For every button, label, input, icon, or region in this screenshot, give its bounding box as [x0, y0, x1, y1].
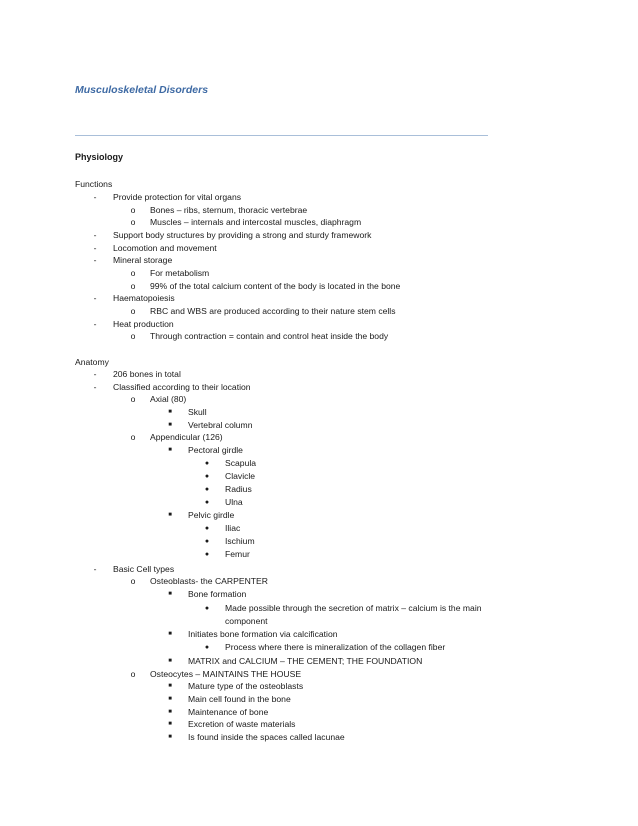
square-bullet: ■ [168, 591, 172, 597]
square-bullet: ■ [168, 709, 172, 715]
list-item: Pelvic girdle [188, 510, 235, 520]
circle-bullet: o [130, 268, 136, 278]
circle-bullet: o [130, 432, 136, 442]
square-bullet: ■ [168, 447, 172, 453]
functions-label: Functions [75, 179, 113, 189]
dot-bullet: ● [204, 473, 210, 480]
list-item: Ischium [225, 536, 255, 546]
list-item: Support body structures by providing a strong and sturdy framework [113, 230, 372, 240]
square-bullet: ■ [168, 512, 172, 518]
list-item: Axial (80) [150, 394, 187, 404]
list-item: Mature type of the osteoblasts [188, 681, 304, 691]
list-item: Appendicular (126) [150, 432, 223, 442]
dot-bullet: ● [204, 486, 210, 493]
list-item-continuation: component [225, 616, 268, 626]
document-title: Musculoskeletal Disorders [75, 84, 209, 96]
list-item: Basic Cell types [113, 564, 175, 574]
dash-bullet: - [93, 369, 97, 379]
anatomy-label: Anatomy [75, 357, 109, 367]
list-item: Is found inside the spaces called lacunae [188, 732, 345, 742]
list-item: Main cell found in the bone [188, 694, 291, 704]
list-item: 206 bones in total [113, 369, 181, 379]
list-item: MATRIX and CALCIUM – THE CEMENT; THE FOUNDATION [188, 656, 423, 666]
list-item: Process where there is mineralization of the collagen fiber [225, 642, 446, 652]
dash-bullet: - [93, 255, 97, 265]
list-item: Through contraction = contain and control heat inside the body [150, 331, 389, 341]
dot-bullet: ● [204, 605, 210, 612]
list-item: RBC and WBS are produced according to their nature stem cells [150, 306, 396, 316]
list-item: Osteocytes – MAINTAINS THE HOUSE [150, 669, 302, 679]
list-item: Bone formation [188, 589, 247, 599]
list-item: Bones – ribs, sternum, thoracic vertebrae [150, 205, 308, 215]
square-bullet: ■ [168, 721, 172, 727]
list-item: Ulna [225, 497, 243, 507]
circle-bullet: o [130, 281, 136, 291]
list-item: Skull [188, 407, 207, 417]
dot-bullet: ● [204, 525, 210, 532]
circle-bullet: o [130, 669, 136, 679]
circle-bullet: o [130, 576, 136, 586]
list-item: Clavicle [225, 471, 256, 481]
list-item: Locomotion and movement [113, 243, 217, 253]
circle-bullet: o [130, 217, 136, 227]
list-item: Femur [225, 549, 250, 559]
square-bullet: ■ [168, 422, 172, 428]
title-divider [75, 135, 488, 136]
list-item: Excretion of waste materials [188, 719, 296, 729]
dash-bullet: - [93, 230, 97, 240]
list-item: Pectoral girdle [188, 445, 243, 455]
square-bullet: ■ [168, 658, 172, 664]
list-item: Maintenance of bone [188, 707, 269, 717]
list-item: For metabolism [150, 268, 210, 278]
dot-bullet: ● [204, 551, 210, 558]
list-item: Mineral storage [113, 255, 173, 265]
square-bullet: ■ [168, 696, 172, 702]
list-item: Iliac [225, 523, 241, 533]
dash-bullet: - [93, 243, 97, 253]
section-heading-physiology: Physiology [75, 152, 124, 162]
dash-bullet: - [93, 192, 97, 202]
list-item: Initiates bone formation via calcification [188, 629, 338, 639]
dash-bullet: - [93, 564, 97, 574]
list-item: Heat production [113, 319, 174, 329]
square-bullet: ■ [168, 631, 172, 637]
list-item: Classified according to their location [113, 382, 251, 392]
dot-bullet: ● [204, 644, 210, 651]
square-bullet: ■ [168, 683, 172, 689]
list-item: Radius [225, 484, 252, 494]
dot-bullet: ● [204, 460, 210, 467]
dash-bullet: - [93, 382, 97, 392]
list-item: Vertebral column [188, 420, 253, 430]
list-item: Muscles – internals and intercostal muscles, diaphragm [150, 217, 362, 227]
square-bullet: ■ [168, 409, 172, 415]
dash-bullet: - [93, 293, 97, 303]
list-item: Provide protection for vital organs [113, 192, 242, 202]
dot-bullet: ● [204, 499, 210, 506]
circle-bullet: o [130, 306, 136, 316]
circle-bullet: o [130, 205, 136, 215]
circle-bullet: o [130, 394, 136, 404]
square-bullet: ■ [168, 734, 172, 740]
dash-bullet: - [93, 319, 97, 329]
list-item: Haematopoiesis [113, 293, 175, 303]
list-item: Made possible through the secretion of matrix – calcium is the main [225, 603, 482, 613]
circle-bullet: o [130, 331, 136, 341]
list-item: Scapula [225, 458, 257, 468]
dot-bullet: ● [204, 538, 210, 545]
list-item: 99% of the total calcium content of the body is located in the bone [150, 281, 401, 291]
list-item: Osteoblasts- the CARPENTER [150, 576, 268, 586]
